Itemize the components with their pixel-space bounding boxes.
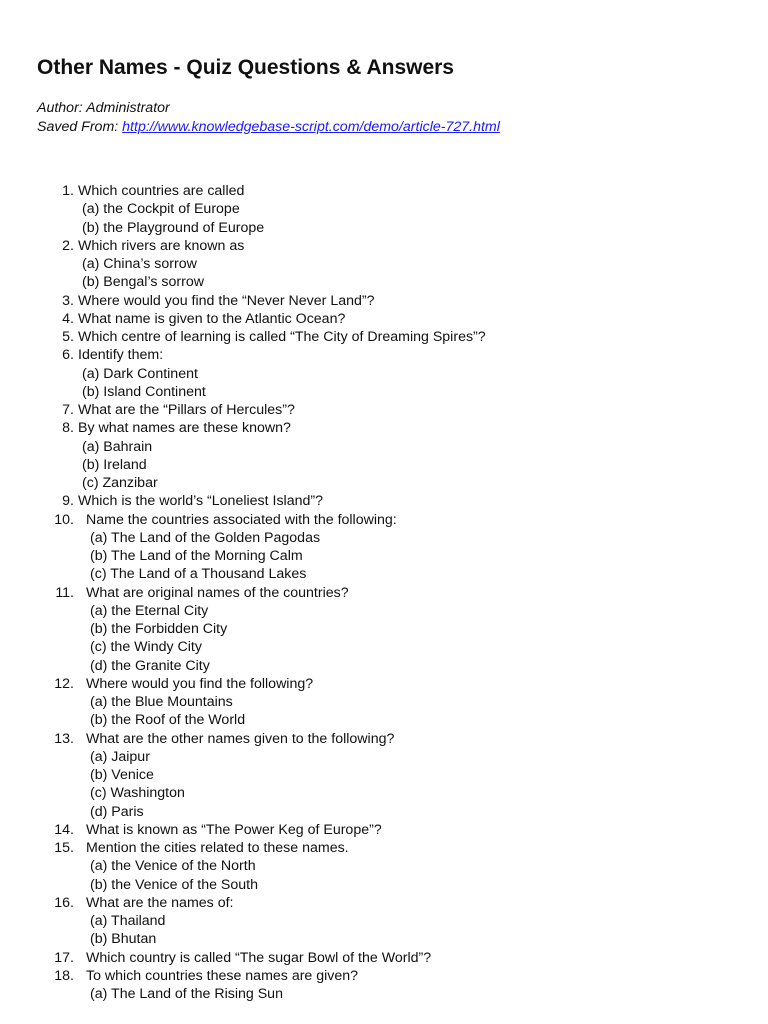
question-line: [0, 346, 768, 364]
question-number: 16.: [54, 894, 74, 911]
question-line: [0, 839, 768, 857]
question-text: To which countries these names are given?: [86, 967, 359, 984]
question-option: (a) The Land of the Golden Pagodas: [90, 529, 321, 546]
question-text: Where would you find the following?: [86, 675, 314, 692]
question-item: [0, 237, 768, 292]
question-item: [0, 492, 768, 510]
question-line: [0, 328, 768, 346]
question-option: (d) Paris: [90, 803, 144, 820]
question-item: [0, 310, 768, 328]
question-text: Where would you find the “Never Never Land”?: [78, 292, 375, 309]
question-option: (a) Thailand: [90, 913, 166, 929]
question-text: Mention the cities related to these names.: [86, 840, 349, 856]
saved-from-line: [37, 118, 500, 137]
saved-from-link[interactable]: http://www.knowledgebase-script.com/demo/article-727.html: [122, 118, 500, 135]
question-text: What is known as “The Power Keg of Europe”?: [86, 821, 382, 838]
question-item: [0, 511, 768, 584]
question-text: What name is given to the Atlantic Ocean?: [78, 310, 346, 327]
question-number: 14.: [54, 821, 74, 838]
question-option: (c) Washington: [90, 785, 185, 802]
question-option: (b) Bhutan: [90, 931, 157, 948]
question-item: [0, 346, 768, 401]
question-option: (c) The Land of a Thousand Lakes: [90, 566, 307, 583]
question-text: By what names are these known?: [78, 420, 291, 437]
question-number: 8.: [62, 420, 74, 437]
question-option: (b) the Roof of the World: [90, 712, 246, 729]
question-number: 1.: [62, 183, 74, 199]
question-number: 13.: [54, 730, 74, 747]
question-text: Name the countries associated with the following:: [86, 511, 397, 528]
question-number: 3.: [62, 292, 74, 309]
document-title: Other Names - Quiz Questions & Answers: [37, 56, 454, 79]
question-text: What are the “Pillars of Hercules”?: [78, 402, 295, 418]
question-option: (a) the Eternal City: [90, 602, 209, 619]
question-item: [0, 584, 768, 675]
question-line: [0, 949, 768, 967]
question-number: 11.: [55, 584, 74, 601]
question-item: [0, 949, 768, 967]
question-line: [0, 492, 768, 510]
question-option: (b) Ireland: [82, 456, 147, 473]
question-number: 9.: [62, 493, 74, 510]
question-option: (a) Bahrain: [82, 438, 153, 455]
question-item: [0, 675, 768, 730]
question-item: [0, 328, 768, 346]
question-number: 10.: [54, 511, 74, 528]
question-text: What are original names of the countries?: [86, 584, 349, 601]
question-option: (a) China’s sorrow: [82, 256, 197, 272]
question-item: [0, 894, 768, 949]
question-text: What are the names of:: [86, 894, 234, 911]
question-text: What are the other names given to the following?: [86, 730, 395, 747]
question-item: [0, 419, 768, 492]
question-line: [0, 292, 768, 310]
author-label: Author:: [37, 100, 83, 116]
question-number: 2.: [62, 237, 74, 254]
question-line: [0, 419, 768, 437]
question-option: (a) The Land of the Rising Sun: [90, 986, 283, 1002]
question-line: [0, 310, 768, 328]
question-item: [0, 182, 768, 237]
question-option: (c) the Windy City: [90, 639, 202, 656]
question-option: (a) Jaipur: [90, 748, 150, 765]
question-text: Which centre of learning is called “The City of Dreaming Spires”?: [78, 329, 486, 345]
author-line: [37, 99, 500, 118]
saved-from-label: Saved From:: [37, 118, 119, 135]
question-line: [0, 894, 768, 912]
question-number: 18.: [54, 967, 74, 984]
question-text: Which is the world’s “Loneliest Island”?: [78, 493, 323, 510]
question-line: [0, 821, 768, 839]
question-number: 6.: [62, 347, 74, 364]
question-line: [0, 675, 768, 693]
question-number: 12.: [54, 675, 74, 692]
question-text: Which countries are called: [78, 183, 245, 199]
question-item: [0, 401, 768, 419]
question-option: (a) the Venice of the North: [90, 858, 256, 875]
question-option: (a) the Blue Mountains: [90, 694, 233, 710]
question-number: 15.: [54, 840, 74, 856]
question-option: (b) Venice: [90, 767, 154, 783]
question-line: [0, 237, 768, 255]
question-item: [0, 839, 768, 894]
question-option: (b) the Forbidden City: [90, 621, 228, 637]
question-line: [0, 401, 768, 419]
question-line: [0, 730, 768, 748]
question-number: 7.: [62, 402, 74, 418]
question-item: [0, 821, 768, 839]
question-option: (a) Dark Continent: [82, 365, 198, 382]
question-option: (b) Bengal’s sorrow: [82, 274, 204, 291]
question-option: (b) the Venice of the South: [90, 876, 258, 893]
question-list: [0, 182, 768, 1003]
question-option: (b) the Playground of Europe: [82, 219, 265, 236]
question-text: Identify them:: [78, 347, 164, 364]
question-option: (c) Zanzibar: [82, 475, 158, 491]
question-option: (b) Island Continent: [82, 383, 206, 400]
question-item: [0, 730, 768, 821]
question-number: 5.: [62, 329, 74, 345]
question-option: (b) The Land of the Morning Calm: [90, 548, 303, 564]
question-number: 4.: [62, 310, 74, 327]
question-option: (d) the Granite City: [90, 657, 210, 674]
question-line: [0, 182, 768, 200]
author-name: Administrator: [86, 100, 170, 116]
question-text: Which country is called “The sugar Bowl of the World”?: [86, 949, 432, 966]
question-text: Which rivers are known as: [78, 237, 245, 254]
question-item: [0, 292, 768, 310]
question-line: [0, 511, 768, 529]
question-item: [0, 967, 768, 1004]
question-line: [0, 967, 768, 985]
question-option: (a) the Cockpit of Europe: [82, 201, 240, 218]
question-number: 17.: [54, 949, 74, 966]
question-line: [0, 584, 768, 602]
document-meta: [37, 99, 500, 136]
